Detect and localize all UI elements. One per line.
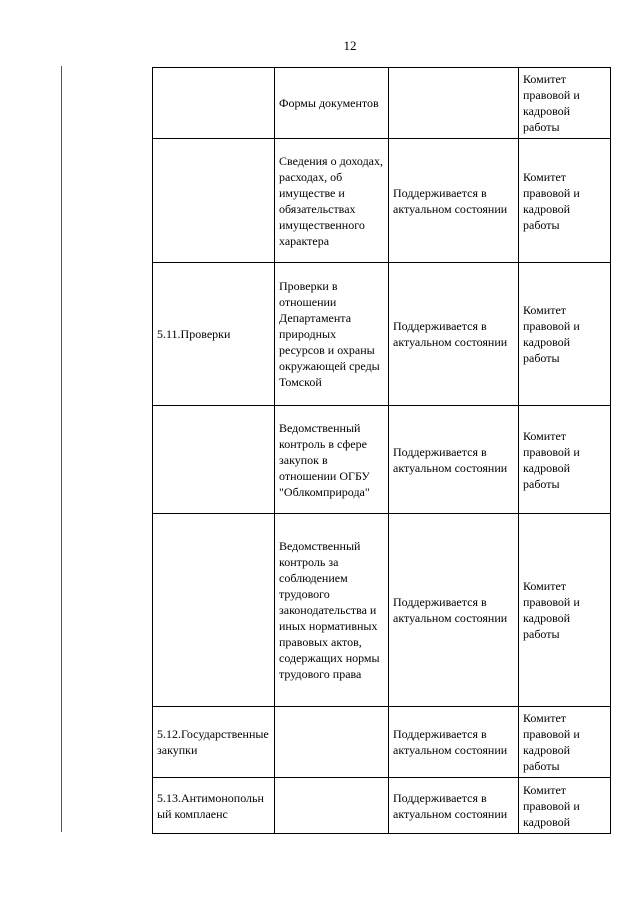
responsible-cell: Комитет правовой и кадровой работы: [519, 514, 611, 707]
section-cell: [153, 68, 275, 139]
item-cell: [275, 707, 389, 778]
item-cell: Ведомственный контроль за соблюдением трудового законодательства и иных нормативных правовых актов, содержащих нормы трудового права: [275, 514, 389, 707]
section-cell: [153, 514, 275, 707]
responsible-cell: Комитет правовой и кадровой работы: [519, 406, 611, 514]
status-cell: Поддерживается в актуальном состоянии: [389, 139, 519, 263]
responsible-cell: Комитет правовой и кадровой работы: [519, 68, 611, 139]
section-cell: [153, 139, 275, 263]
table-row: [153, 263, 611, 406]
responsible-cell: Комитет правовой и кадровой: [519, 778, 611, 834]
section-cell: [153, 406, 275, 514]
item-cell: Формы документов: [275, 68, 389, 139]
responsible-cell: Комитет правовой и кадровой работы: [519, 707, 611, 778]
table-row: [153, 406, 611, 514]
table-row: [153, 707, 611, 778]
status-cell: Поддерживается в актуальном состоянии: [389, 406, 519, 514]
table-row: [153, 68, 611, 139]
item-cell: Ведомственный контроль в сфере закупок в отношении ОГБУ "Облкомприрода": [275, 406, 389, 514]
table-row: [153, 139, 611, 263]
status-cell: [389, 68, 519, 139]
status-cell: Поддерживается в актуальном состоянии: [389, 778, 519, 834]
section-cell: 5.13.Антимонопольный комплаенс: [153, 778, 275, 834]
table-row: [153, 778, 611, 834]
responsible-cell: Комитет правовой и кадровой работы: [519, 139, 611, 263]
table-row: [153, 514, 611, 707]
responsible-cell: Комитет правовой и кадровой работы: [519, 263, 611, 406]
section-cell: 5.11.Проверки: [153, 263, 275, 406]
item-cell: Сведения о доходах, расходах, об имуществе и обязательствах имущественного характера: [275, 139, 389, 263]
document-table: [152, 67, 611, 834]
item-cell: [275, 778, 389, 834]
item-cell: Проверки в отношении Департамента природных ресурсов и охраны окружающей среды Томской: [275, 263, 389, 406]
status-cell: Поддерживается в актуальном состоянии: [389, 514, 519, 707]
section-cell: 5.12.Государственные закупки: [153, 707, 275, 778]
status-cell: Поддерживается в актуальном состоянии: [389, 707, 519, 778]
page-number: 12: [343, 38, 357, 53]
status-cell: Поддерживается в актуальном состоянии: [389, 263, 519, 406]
margin-rule: [61, 66, 62, 832]
